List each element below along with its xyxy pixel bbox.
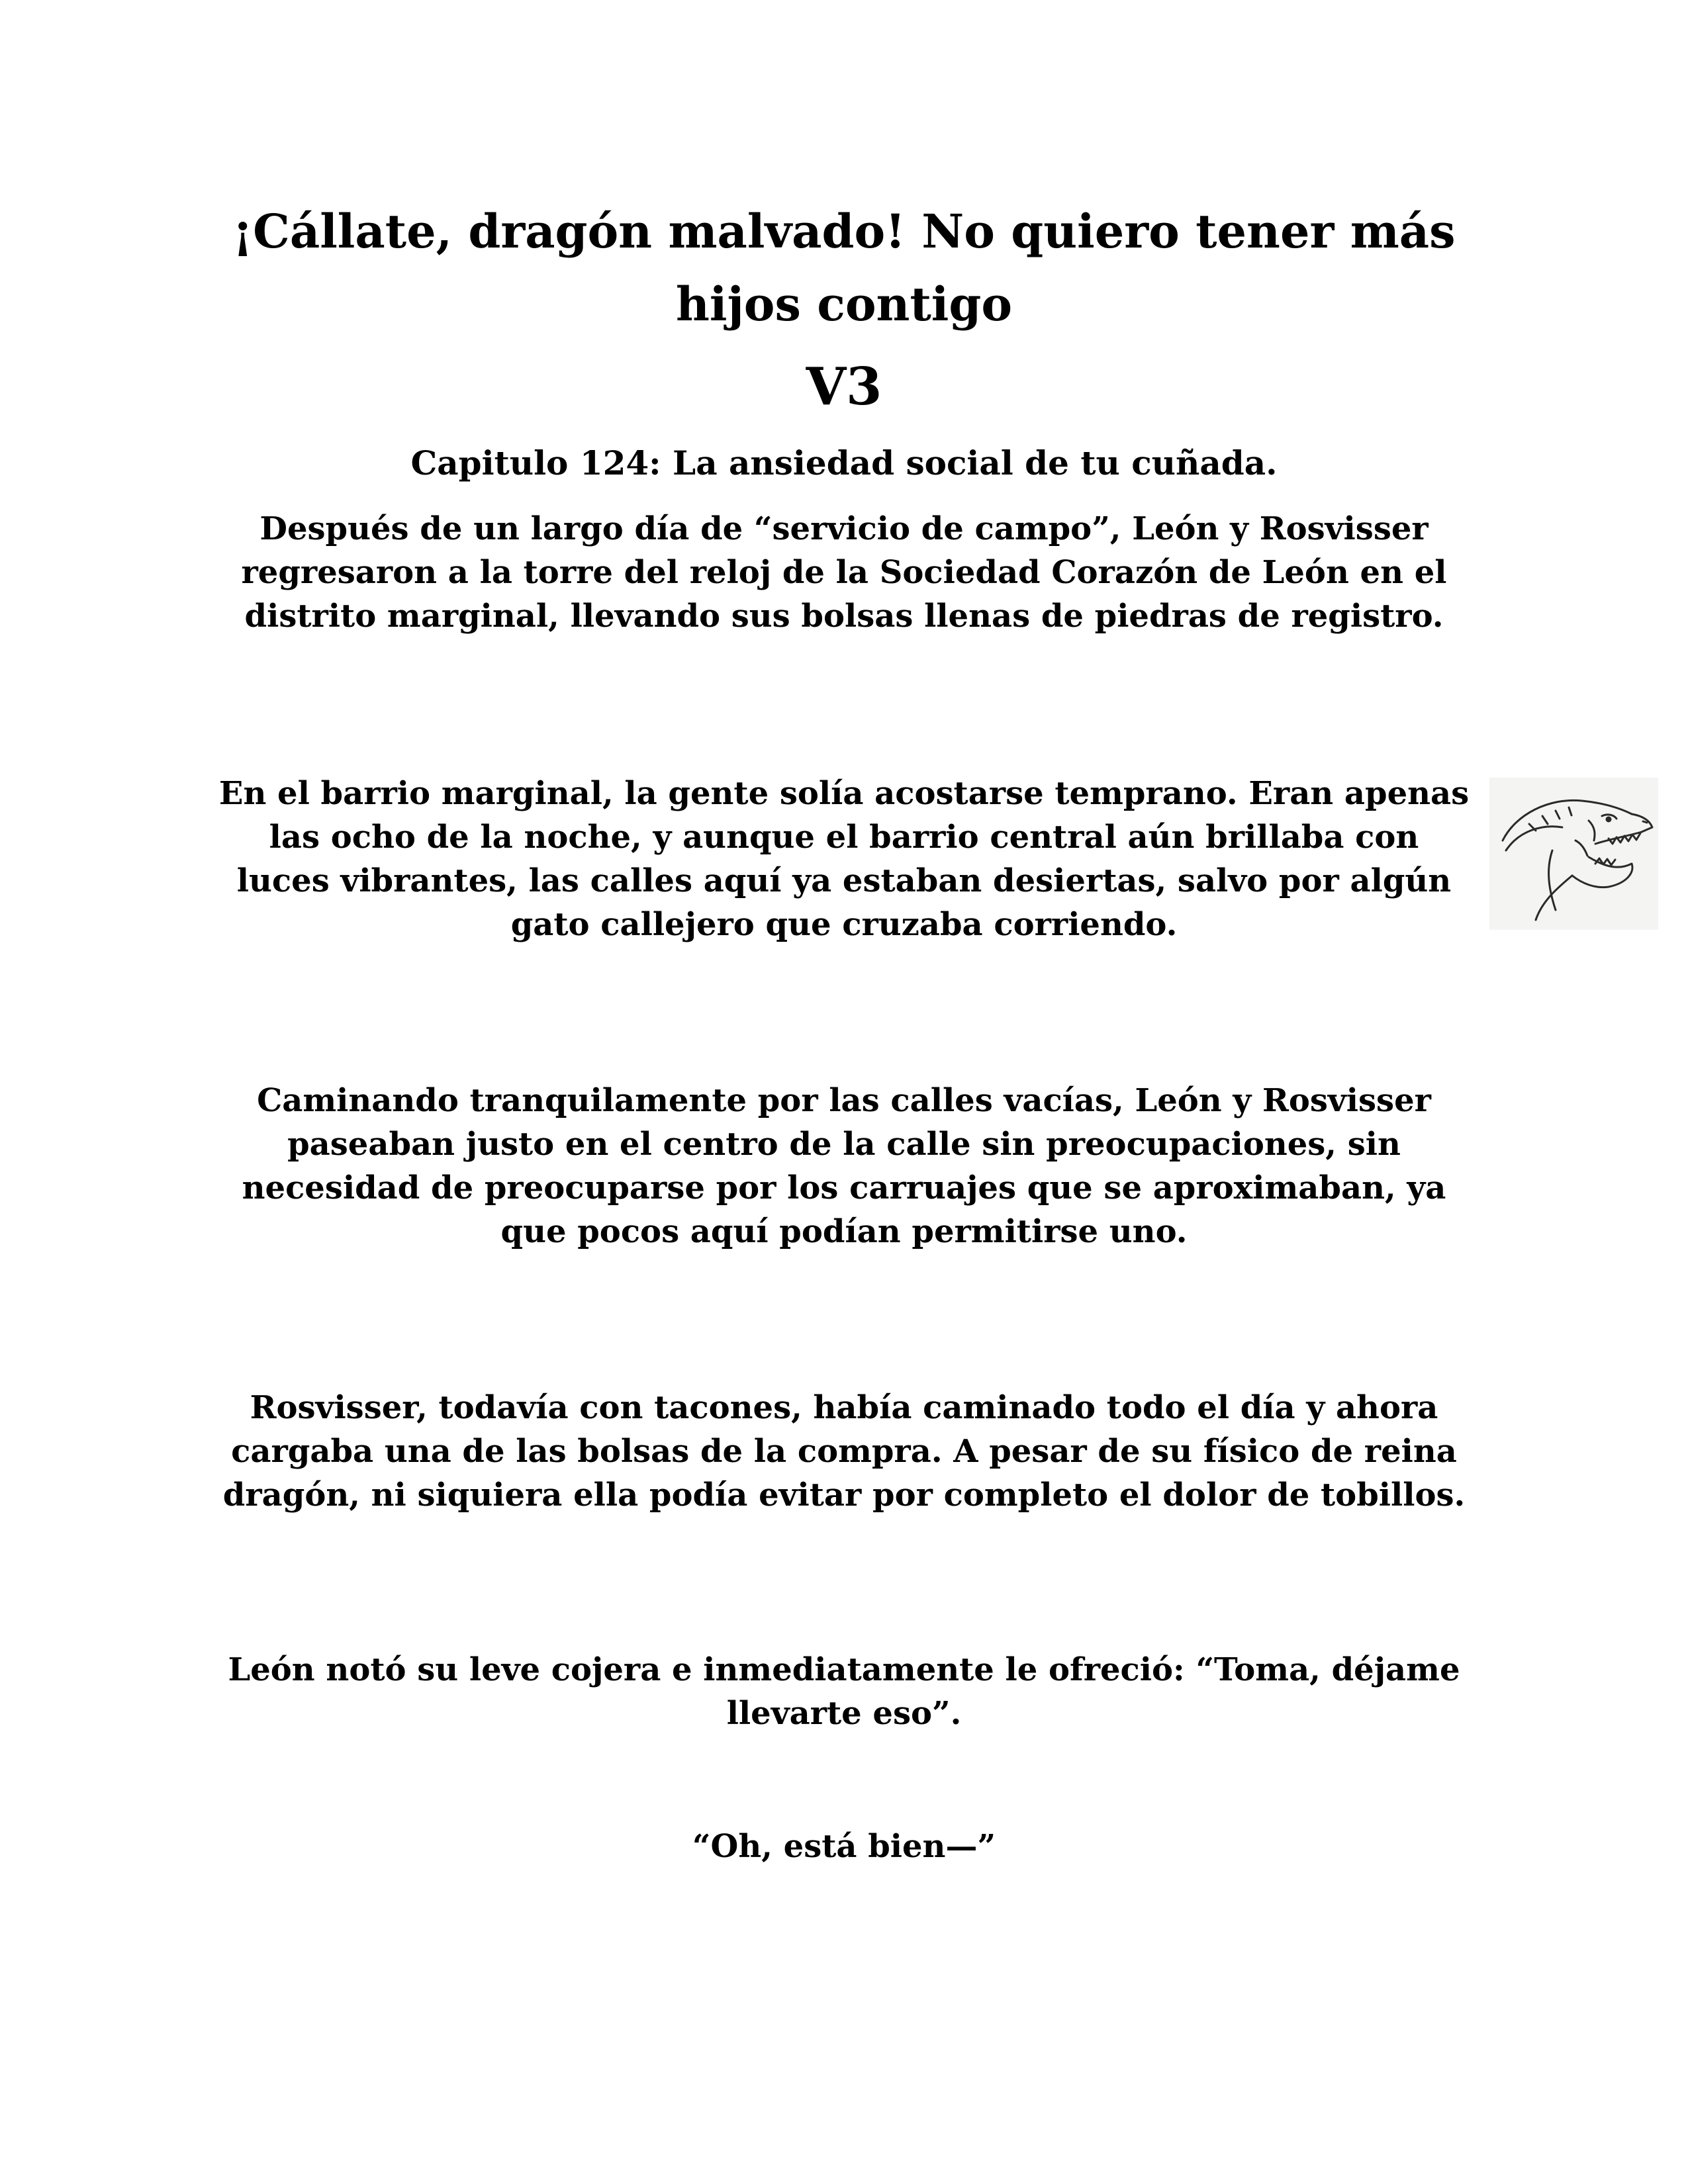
paragraph-1: Después de un largo día de “servicio de campo”, León y Rosvisser regresaron a la torre del reloj de la Sociedad Corazón de León en el distrito marginal, llevando sus bolsas llenas de piedras de registro. <box>241 510 1447 635</box>
paragraph-5: León notó su leve cojera e inmediatamente le ofreció: “Toma, déjame llevarte eso”. <box>228 1651 1460 1732</box>
dinosaur-sketch-icon <box>1489 778 1658 930</box>
paragraph-2: En el barrio marginal, la gente solía acostarse temprano. Eran apenas las ocho de la noche, y aunque el barrio central aún brillaba con luces vibrantes, las calles aquí ya estaban desiertas, salvo por algún gato callejero que cruzaba corriendo. <box>218 775 1470 943</box>
paragraph-4: Rosvisser, todavía con tacones, había caminado todo el día y ahora cargaba una de las bolsas de la compra. A pesar de su físico de reina dragón, ni siquiera ella podía evitar por completo el dolor de tobillos. <box>222 1389 1466 1514</box>
document-title: ¡Cállate, dragón malvado! No quiero tener más hijos contigo <box>232 204 1456 332</box>
chapter-heading: Capitulo 124: La ansiedad social de tu cuñada. <box>410 443 1278 482</box>
paragraph-3: Caminando tranquilamente por las calles vacías, León y Rosvisser paseaban justo en el centro de la calle sin preocupaciones, sin necesidad de preocuparse por los carruajes que se aproximaban, ya que pocos aquí podían permitirse uno. <box>242 1082 1446 1250</box>
paragraph-6: “Oh, está bien—” <box>692 1828 996 1865</box>
volume-label: V3 <box>806 357 882 417</box>
